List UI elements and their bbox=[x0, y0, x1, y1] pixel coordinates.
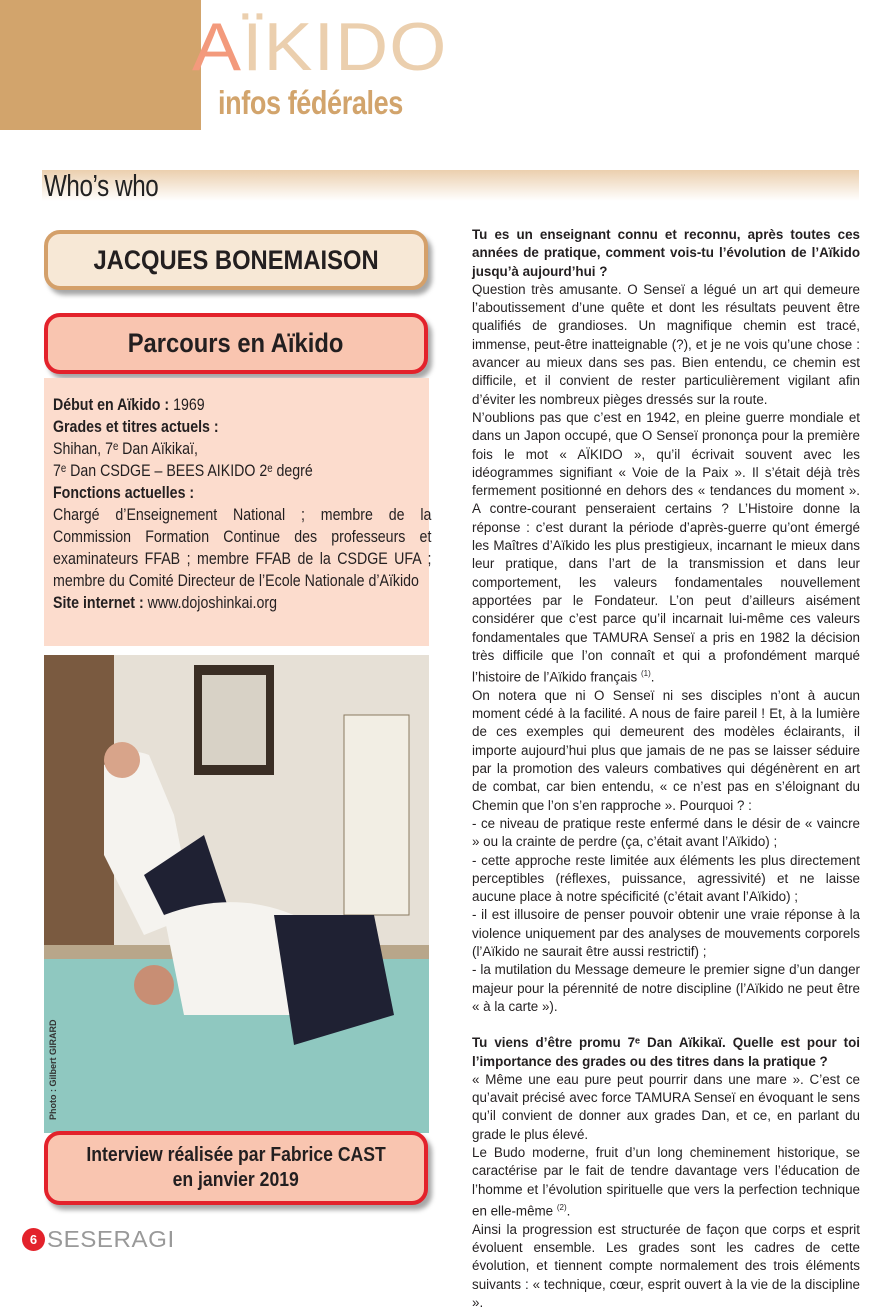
name-box bbox=[44, 230, 428, 290]
parcours-box bbox=[44, 313, 428, 374]
bullet: - il est illusoire de penser pouvoir obtenir une vraie réponse à la violence uniquement par des analyses de mouvements corporels (l’Aïkido ne saurait être aussi restrictif) ; bbox=[472, 907, 860, 960]
site-link[interactable]: www.dojoshinkai.org bbox=[143, 594, 277, 612]
page-number: 6 bbox=[22, 1228, 45, 1251]
person-name: JACQUES BONEMAISON bbox=[93, 244, 379, 275]
photo-credit: Photo : Gilbert GIRARD bbox=[48, 1019, 58, 1120]
photo-illustration bbox=[44, 655, 429, 1133]
interview-line: Interview réalisée par Fabrice CAST bbox=[86, 1144, 386, 1166]
debut-line: Début en Aïkido : 1969 bbox=[53, 396, 205, 414]
interview-line: en janvier 2019 bbox=[172, 1169, 300, 1191]
footnote-ref: (1) bbox=[640, 669, 651, 679]
aikido-logo: AÏKIDO bbox=[192, 9, 448, 85]
bullet: - la mutilation du Message demeure le premier signe d’un danger majeur pour la pérennité de notre discipline (l’Aïkido ne peut être « à la carte »). bbox=[472, 962, 860, 1014]
article-column bbox=[472, 226, 860, 1312]
grades-line: Shihan, 7ᵉ Dan Aïkikaï, bbox=[53, 440, 198, 458]
magazine-brand: SESERAGI bbox=[47, 1226, 175, 1252]
site-line: Site internet : www.dojoshinkai.org bbox=[53, 594, 277, 612]
paragraph: On notera que ni O Senseï ni ses disciples n’ont à aucun moment cédé à la facilité. A nous de faire pareil ! Et, à la lumière de ces exemples qui demeurent des modèles éclairants, il importe aujourd’hui plus que jamais de ne pas se laisser séduire par la promotion des valeurs combatives qui dégénèrent en art de combat, car bien entendu, « ce n’est pas en s’éloignant du Chemin que l’on s’en rapproche ». Pourquoi ? : bbox=[472, 687, 860, 813]
header-color-block bbox=[0, 0, 201, 130]
aikido-photo bbox=[44, 655, 429, 1133]
paragraph: Ainsi la progression est structurée de façon que corps et esprit évoluent ensemble. Les grades sont les cadres de cette évolution, et tiennent compte normalement des trois éléments suivants : « technique, cœur, esprit ouvert à la vie de la discipline ». bbox=[472, 1221, 860, 1310]
question: Tu es un enseignant connu et reconnu, après toutes ces années de pratique, comment vois-tu l’évolution de l’Aïkido jusqu’à aujourd’hui ? bbox=[472, 227, 860, 279]
section-subtitle: infos fédérales bbox=[218, 84, 403, 121]
fonctions-label: Fonctions actuelles : bbox=[53, 484, 195, 502]
fonctions-value: Chargé d’Enseignement National ; membre de la Commission Formation Continue des professeurs et examinateurs FFAB ; membre FFAB de la CSDGE UFA ; membre du Comité Directeur de l’Ecole Nationale d’Aïkido bbox=[53, 506, 432, 590]
bullet: - cette approche reste limitée aux éléments les plus directement perceptibles (réflexes, puissance, agressivité) et ne laisse aucune place à notre spécificité (c’était avant l’Aïkido) ; bbox=[472, 852, 860, 905]
interview-box bbox=[44, 1131, 428, 1205]
grades-line: 7ᵉ Dan CSDGE – BEES AIKIDO 2ᵉ degré bbox=[53, 462, 313, 480]
profile-info-panel bbox=[44, 378, 432, 646]
footnote-ref: (2) bbox=[556, 1202, 567, 1212]
bullet: - ce niveau de pratique reste enfermé dans le désir de « vaincre » ou la crainte de perdre (ça, c’était avant l’Aïkido) ; bbox=[472, 815, 860, 850]
section-banner bbox=[42, 170, 859, 201]
paragraph: Question très amusante. O Senseï a légué un art qui demeure l’aboutissement d’une quête et dont les résultats peuvent être qualifiés de grandioses. Un magnifique chemin est tracé, immense, peut-être inatteignable (?), et je ne vois qu’une chose : avancer au mieux dans ses pas. Bien entendu, ce chemin est difficile, et il convient de rester particulièrement vigilant afin d’éviter les nombreux pièges dressés sur la route. bbox=[472, 281, 860, 407]
section-title: Who’s who bbox=[44, 168, 159, 203]
paragraph: N’oublions pas que c’est en 1942, en pleine guerre mondiale et dans un Japon occupé, que O Senseï prononça pour la première fois le mot « AÏKIDO », qu’il écrivait souvent avec les idéogrammes signifiant « Voie de la Paix ». Il s’était déjà très fermement positionné en dehors des « tendances du moment ». A contre-courant penseraient certains ? L’Histoire donne la réponse : c’est durant la période d’après-guerre qu’ont émergé les Maîtres d’Aïkido les plus prestigieux, incarnant le mieux dans leur pratique, dans l’art de la transmission et dans leur comportement, les valeurs fondamentales nouvellement apportées par le Fondateur. L’on peut d’ailleurs aisément considérer que c’est parce qu’il incarnait lui-même ces valeurs fondamentales que TAMURA Senseï a pris en 1982 la décision très difficile que l’on connaît et qui a profondément marqué l’histoire de l’Aïkido français $^{(1)}$. bbox=[472, 409, 860, 685]
paragraph: Le Budo moderne, fruit d’un long cheminement historique, se caractérise par le fait de tendre davantage vers l’éducation de l’homme et l’évolution spirituelle que vers la perfection technique en elle-même $^{(2)}$. bbox=[472, 1145, 860, 1219]
paragraph: « Même une eau pure peut pourrir dans une mare ». C’est ce qu’avait précisé avec force TAMURA Senseï en évoquant le sens qu’il convient de donner aux grades Dan, et ce, en parlant du grade le plus élevé. bbox=[472, 1071, 860, 1142]
question: Tu viens d’être promu 7ᵉ Dan Aïkikaï. Quelle est pour toi l’importance des grades ou des titres dans la pratique ? bbox=[472, 1035, 860, 1069]
grades-label: Grades et titres actuels : bbox=[53, 418, 219, 436]
parcours-title: Parcours en Aïkido bbox=[128, 328, 344, 358]
